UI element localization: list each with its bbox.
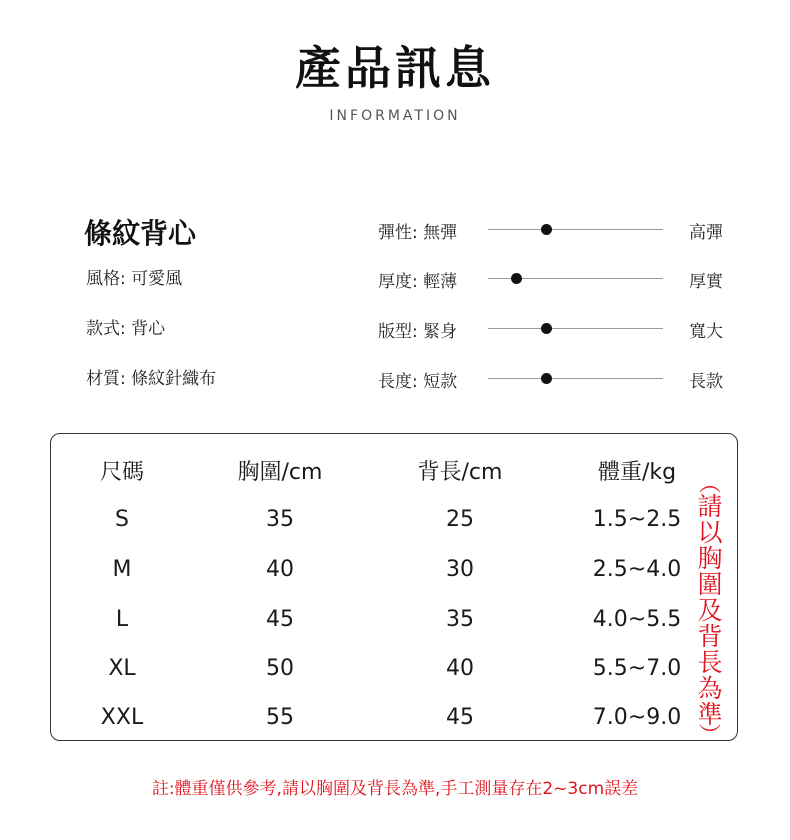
scale-length bbox=[378, 363, 723, 393]
scale-label: 版型: 緊身 bbox=[378, 322, 458, 342]
side-note-char: 為 bbox=[697, 674, 723, 703]
scale-track bbox=[488, 229, 663, 230]
table-cell: 40 bbox=[446, 656, 474, 681]
table-cell: 25 bbox=[446, 507, 474, 532]
side-note-char: 請 bbox=[697, 492, 723, 521]
scale-marker bbox=[541, 373, 552, 384]
table-cell: 5.5~7.0 bbox=[592, 656, 682, 681]
scale-elasticity bbox=[378, 214, 723, 244]
footnote: 註:體重僅供參考,請以胸圍及背長為準,手工測量存在2~3cm誤差 bbox=[151, 779, 639, 799]
scale-end-label: 高彈 bbox=[689, 223, 723, 243]
side-note-char: 準 bbox=[697, 700, 723, 729]
table-cell: XL bbox=[108, 656, 136, 681]
product-name: 條紋背心 bbox=[84, 217, 197, 250]
scale-end-label: 長款 bbox=[689, 372, 723, 392]
side-note-char: 背 bbox=[697, 622, 723, 651]
scale-label: 長度: 短款 bbox=[378, 372, 458, 392]
table-cell: S bbox=[115, 507, 129, 532]
table-cell: XXL bbox=[100, 705, 144, 730]
table-cell: 35 bbox=[266, 507, 294, 532]
side-note-char: 長 bbox=[697, 648, 723, 677]
scale-label: 厚度: 輕薄 bbox=[378, 272, 458, 292]
table-cell: 7.0~9.0 bbox=[592, 705, 682, 730]
side-note-char: 以 bbox=[697, 518, 723, 547]
table-cell: 55 bbox=[266, 705, 294, 730]
page-title: 產品訊息 bbox=[295, 41, 495, 95]
scale-end-label: 寬大 bbox=[689, 322, 723, 342]
table-cell: 35 bbox=[446, 607, 474, 632]
attribute-material: 材質: 條紋針織布 bbox=[86, 369, 217, 389]
table-cell: 2.5~4.0 bbox=[592, 557, 682, 582]
side-note-char: 圍 bbox=[697, 570, 723, 599]
scale-fit bbox=[378, 313, 723, 343]
size-side-note bbox=[693, 472, 727, 749]
table-cell: 50 bbox=[266, 656, 294, 681]
side-note-paren: ︵ bbox=[698, 472, 721, 497]
side-note-paren: ︶ bbox=[698, 724, 721, 749]
column-header-size: 尺碼 bbox=[99, 460, 145, 485]
table-cell: 30 bbox=[446, 557, 474, 582]
attribute-style: 風格: 可愛風 bbox=[86, 269, 183, 289]
scale-marker bbox=[541, 224, 552, 235]
attribute-type: 款式: 背心 bbox=[86, 319, 166, 339]
scale-thickness bbox=[378, 263, 723, 293]
table-cell: 40 bbox=[266, 557, 294, 582]
side-note-char: 及 bbox=[697, 596, 723, 625]
table-cell: L bbox=[115, 607, 129, 632]
page-subtitle: INFORMATION bbox=[329, 108, 461, 124]
table-cell: 45 bbox=[446, 705, 474, 730]
column-header-back-length: 背長/cm bbox=[417, 460, 503, 485]
table-cell: 1.5~2.5 bbox=[592, 507, 682, 532]
table-cell: M bbox=[112, 557, 132, 582]
column-header-chest: 胸圍/cm bbox=[237, 460, 323, 485]
column-header-weight: 體重/kg bbox=[597, 460, 677, 485]
table-cell: 4.0~5.5 bbox=[592, 607, 682, 632]
scale-label: 彈性: 無彈 bbox=[378, 223, 458, 243]
scale-marker bbox=[511, 273, 522, 284]
scale-track bbox=[488, 328, 663, 329]
side-note-char: 胸 bbox=[697, 544, 723, 573]
scale-marker bbox=[541, 323, 552, 334]
scale-track bbox=[488, 378, 663, 379]
scale-end-label: 厚實 bbox=[689, 272, 723, 292]
table-cell: 45 bbox=[266, 607, 294, 632]
